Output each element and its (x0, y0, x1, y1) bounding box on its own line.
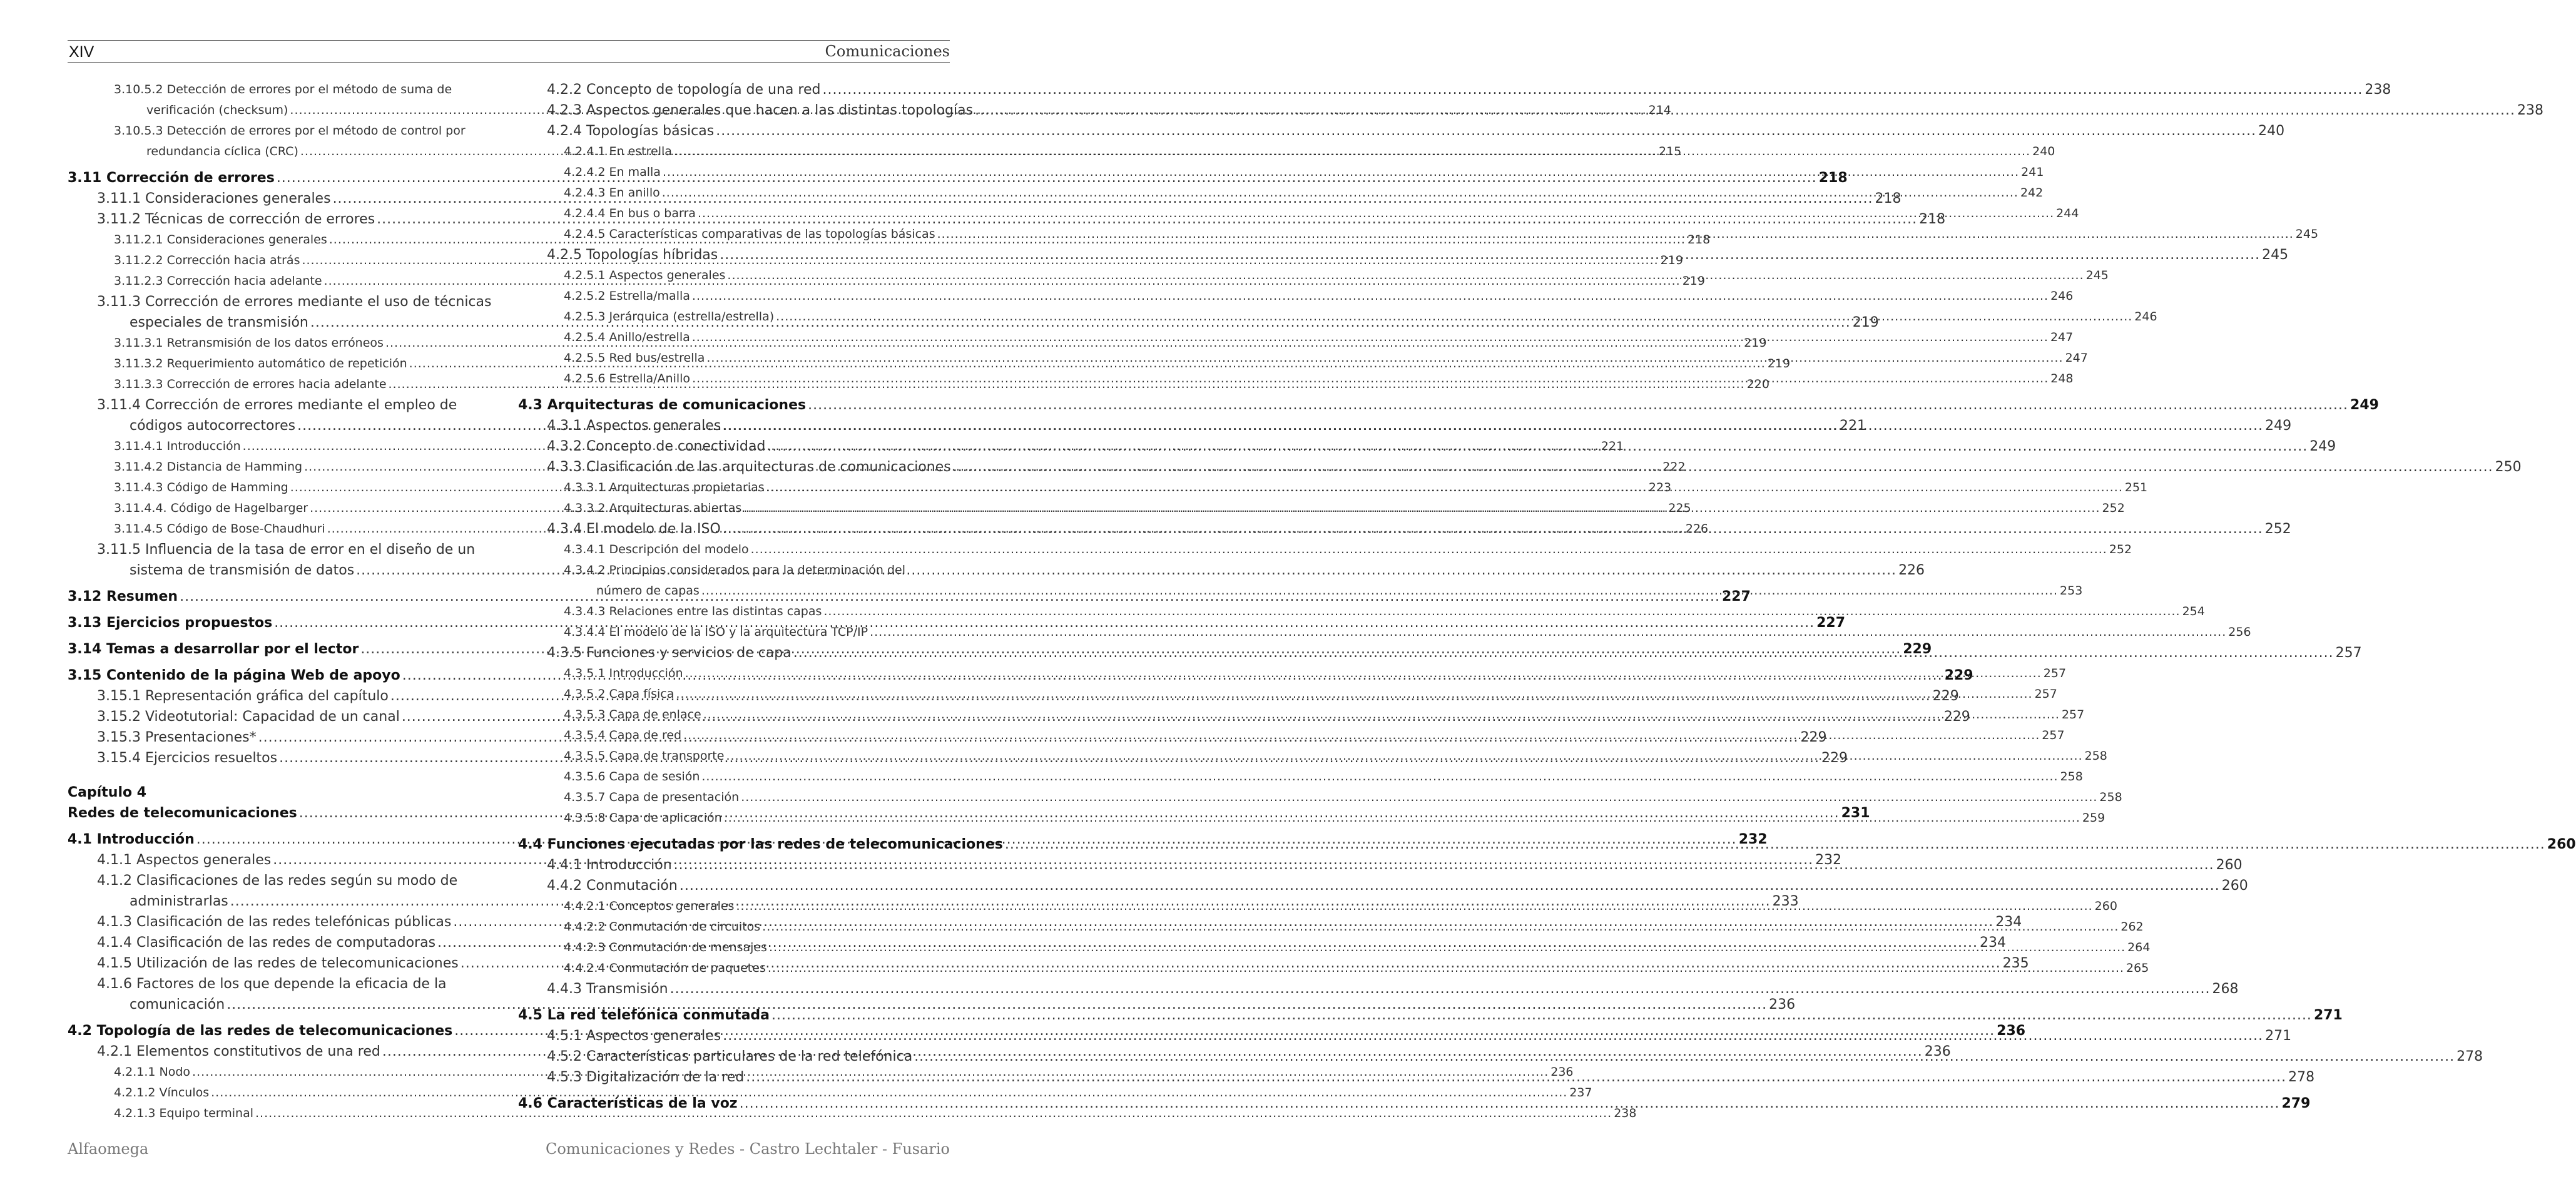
leader-dots (740, 1093, 2280, 1114)
toc-entry-title: 4.4.3 Transmisión (547, 981, 668, 997)
toc-entry-title: 4.1.1 Aspectos generales (97, 852, 272, 868)
leader-dots (670, 979, 2211, 999)
toc-page-number: 229 (1932, 688, 1959, 704)
toc-entry[interactable] (518, 875, 2248, 896)
leader-dots (766, 477, 2123, 498)
toc-entry-title: 4.2.4.4 En bus o barra (564, 207, 696, 220)
toc-entry-title: 3.10.5.2 Detección de errores por el método de suma de (114, 83, 452, 96)
toc-entry-title: 3.11.4.5 Código de Bose-Chaudhuri (114, 522, 325, 536)
toc-entry-title: 4.1.4 Clasificación de las redes de computadoras (97, 935, 436, 951)
leader-dots (692, 286, 2049, 307)
toc-entry-title: 4.2.2 Concepto de topología de una red (547, 82, 821, 98)
toc-page-number: 251 (2124, 481, 2148, 494)
leader-dots (676, 684, 2032, 705)
leader-dots (680, 875, 2220, 896)
leader-dots (736, 896, 2092, 917)
toc-page-number: 271 (2265, 1028, 2292, 1044)
toc-page-number: 259 (2082, 811, 2105, 825)
page-number: XIV (69, 43, 94, 61)
toc-entry-title: 4.3.4 El modelo de la ISO (547, 521, 721, 537)
toc-page-number: 240 (2258, 123, 2285, 139)
toc-page-number: 258 (2060, 770, 2083, 783)
leader-dots (698, 203, 2054, 224)
toc-entry[interactable] (518, 767, 2083, 787)
toc-page-number: 248 (2050, 372, 2074, 385)
toc-entry-title: 4.2.5.6 Estrella/Anillo (564, 372, 691, 385)
leader-dots (743, 498, 2100, 519)
toc-page-number: 260 (2094, 899, 2117, 913)
toc-page-number: 253 (2060, 584, 2083, 598)
toc-entry-title: 4.1.5 Utilización de las redes de telecomunicaciones (97, 956, 459, 971)
leader-dots (823, 601, 2180, 622)
toc-entry-title: 4.5 La red telefónica conmutada (518, 1008, 770, 1023)
toc-entry-title: 4.2.5.4 Anillo/estrella (564, 330, 690, 344)
toc-page-number: 246 (2050, 289, 2074, 303)
leader-dots (724, 808, 2080, 829)
toc-page-number: 229 (1903, 641, 1932, 657)
leader-dots (662, 183, 2019, 203)
toc-entry-title: 3.11.2.2 Corrección hacia atrás (114, 253, 300, 267)
leader-dots (726, 746, 2082, 767)
toc-page-number: 258 (2099, 790, 2122, 804)
toc-entry-title: 4.3.5.1 Introducción (564, 666, 683, 680)
leader-dots (822, 79, 2363, 100)
leader-dots (723, 416, 2263, 436)
toc-page-number: 219 (1660, 253, 1683, 267)
toc-entry-title: 4.1.3 Clasificación de las redes telefónicas públicas (97, 914, 452, 930)
toc-page-number: 246 (2134, 310, 2157, 324)
toc-entry-title: 3.10.5.3 Detección de errores por el método de control por (114, 124, 466, 138)
toc-entry-title-cont: comunicación (130, 997, 225, 1013)
leader-dots (762, 917, 2119, 937)
toc-page-number: 218 (1919, 212, 1946, 227)
toc-page-number: 249 (2309, 439, 2336, 454)
toc-entry-title: 3.15.1 Representación gráfica del capítulo (97, 688, 389, 704)
toc-entry[interactable] (518, 79, 2391, 100)
toc-entry-title: 4.3.3.1 Arquitecturas propietarias (564, 481, 765, 494)
toc-entry-title: 4.3.4.1 Descripción del modelo (564, 543, 749, 556)
toc-page-number: 218 (1818, 170, 1848, 186)
toc-page-number: 221 (1839, 418, 1866, 434)
leader-dots (767, 436, 2308, 457)
running-title: Comunicaciones (825, 43, 950, 60)
leader-dots (808, 395, 2348, 416)
toc-entry-title: 4.1.2 Clasificaciones de las redes según su modo de (97, 873, 458, 889)
toc-page-number: 264 (2127, 941, 2151, 954)
toc-page-number: 241 (2021, 165, 2044, 179)
toc-entry-title: 3.11.2 Técnicas de corrección de errores (97, 212, 375, 227)
toc-entry-title: 3.11.4 Corrección de errores mediante el empleo de (97, 397, 457, 413)
toc-entry-title: 4.2.4.1 En estrella (564, 145, 672, 158)
toc-entry-title: 3.15.4 Ejercicios resueltos (97, 750, 278, 766)
leader-dots (776, 307, 2132, 327)
toc-page-number: 271 (2313, 1008, 2343, 1023)
toc-entry-title: 3.11.4.3 Código de Hamming (114, 481, 288, 494)
leader-dots (937, 224, 2294, 245)
toc-entry-title-cont: verificación (checksum) (146, 103, 288, 117)
toc-page-number: 234 (1979, 935, 2006, 951)
toc-entry[interactable] (518, 539, 2132, 560)
toc-page-number: 249 (2350, 397, 2379, 413)
toc-page-number: 238 (2365, 82, 2391, 98)
toc-entry[interactable] (518, 395, 2379, 416)
toc-entry-title: 4.2.4 Topologías básicas (547, 123, 715, 139)
toc-page-number: 245 (2262, 247, 2289, 263)
toc-page-number: 260 (2216, 857, 2243, 873)
toc-page-number: 227 (1721, 589, 1751, 605)
toc-page-number: 236 (1997, 1023, 2026, 1039)
leader-dots (674, 141, 2030, 162)
toc-page-number: 252 (2102, 501, 2125, 515)
toc-entry-title: 3.11.4.4. Código de Hagelbarger (114, 501, 308, 515)
toc-entry-title-cont: administrarlas (130, 894, 228, 909)
toc-page-number: 219 (1767, 357, 1791, 370)
toc-page-number: 229 (1943, 709, 1970, 725)
toc-entry-title: 4.5.2 Características particulares de la red telefónica (547, 1049, 913, 1064)
toc-entry-title: 3.11.3 Corrección de errores mediante el uso de técnicas (97, 294, 492, 310)
leader-dots (674, 855, 2214, 875)
toc-entry-title: 4.3.2 Concepto de conectividad (547, 439, 766, 454)
footer-book-title: Comunicaciones y Redes - Castro Lechtaler - Fusario (545, 1140, 950, 1158)
toc-entry-title: 4.3.5.5 Capa de transporte (564, 749, 725, 763)
toc-page-number: 244 (2056, 207, 2079, 220)
toc-entry-title: 4.3.4.2 Principios considerados para la determinación del (564, 563, 905, 577)
leader-dots (975, 100, 2515, 121)
toc-entry[interactable] (518, 601, 2205, 622)
toc-page-number: 240 (2032, 145, 2055, 158)
toc-page-number: 268 (2212, 981, 2239, 997)
leader-dots (692, 327, 2049, 348)
toc-entry-title: 3.11.3.1 Retransmisión de los datos erróneos (114, 336, 384, 350)
toc-page-number: 254 (2182, 605, 2205, 618)
toc-entry-title: 3.13 Ejercicios propuestos (68, 615, 273, 631)
leader-dots (953, 457, 2493, 477)
toc-page-number: 229 (1800, 730, 1827, 745)
toc-page-number: 219 (1852, 315, 1879, 330)
toc-entry-title: 4.4.2.3 Conmutación de mensajes (564, 941, 767, 954)
toc-page-number: 258 (2084, 749, 2107, 763)
leader-dots (723, 1026, 2263, 1046)
toc-page-number: 245 (2295, 227, 2319, 241)
toc-entry-title: 4.3.5 Funciones y servicios de capa (547, 645, 792, 661)
toc-entry-title: 4.3.5.6 Capa de sesión (564, 770, 700, 783)
toc-entry-title: 4.2.1 Elementos constitutivos de una red (97, 1044, 380, 1059)
toc-page-number: 232 (1738, 832, 1768, 847)
toc-page-number: 236 (1924, 1044, 1951, 1059)
leader-dots (727, 265, 2084, 286)
toc-entry-title: 4.2.1.1 Nodo (114, 1065, 191, 1079)
toc-entry-title: 4.6 Características de la voz (518, 1096, 738, 1111)
toc-entry-title: 4.1.6 Factores de los que depende la eficacia de la (97, 976, 447, 992)
footer-publisher: Alfaomega (68, 1140, 149, 1158)
toc-page-number: 226 (1685, 522, 1709, 536)
toc-entry-title-cont: redundancia cíclica (CRC) (146, 145, 298, 158)
toc-page-number: 257 (2061, 708, 2085, 722)
toc-entry-title: 4.3.5.2 Capa física (564, 687, 675, 701)
leader-dots (914, 1046, 2455, 1067)
toc-page-number: 229 (1944, 668, 1973, 683)
leader-dots (683, 725, 2040, 746)
toc-entry-title: 4.3.5.3 Capa de enlace (564, 708, 701, 722)
toc-page-number: 249 (2265, 418, 2292, 434)
toc-entry-title: 3.11.4.1 Introducción (114, 439, 241, 453)
toc-entry[interactable] (518, 979, 2239, 999)
toc-page-number: 238 (2517, 103, 2543, 118)
leader-dots (720, 245, 2260, 265)
toc-entry-title: 4.4 Funciones ejecutadas por las redes de telecomunicaciones (518, 837, 1003, 852)
toc-entry-title: 4.3.3 Clasificación de las arquitecturas de comunicaciones (547, 459, 951, 475)
toc-page-number: 242 (2020, 186, 2044, 200)
chapter-heading: Capítulo 4 (68, 785, 147, 800)
toc-entry-title: 4.3.1 Aspectos generales (547, 418, 721, 434)
toc-page-number: 235 (2002, 956, 2029, 971)
toc-entry-title-cont: número de capas (596, 584, 700, 598)
toc-entry-title: 3.11.4.2 Distancia de Hamming (114, 460, 303, 474)
toc-page-number: 257 (2043, 666, 2067, 680)
toc-entry-title: 3.11.2.1 Consideraciones generales (114, 233, 327, 247)
toc-entry-title-cont: especiales de transmisión (130, 315, 308, 330)
toc-page-number: 257 (2335, 645, 2362, 661)
toc-entry-title: 4.3.5.8 Capa de aplicación (564, 811, 722, 825)
toc-page-number: 247 (2050, 330, 2074, 344)
leader-dots (692, 369, 2049, 389)
toc-page-number: 260 (2547, 837, 2576, 852)
toc-page-number: 218 (1875, 191, 1901, 207)
toc-entry[interactable] (518, 787, 2122, 808)
toc-page-number: 223 (1648, 481, 1672, 494)
toc-page-number: 278 (2288, 1069, 2315, 1085)
toc-page-number: 231 (1841, 805, 1870, 821)
toc-page-number: 222 (1662, 460, 1686, 474)
toc-page-number: 279 (2281, 1096, 2311, 1111)
toc-entry-title-cont: códigos autocorrectores (130, 418, 296, 434)
toc-page-number: 225 (1668, 501, 1691, 515)
toc-entry-title: 4.4.1 Introducción (547, 857, 672, 873)
toc-entry-title: 4.4.2.1 Conceptos generales (564, 899, 735, 913)
toc-page-number: 233 (1772, 894, 1799, 909)
toc-page-number: 236 (1550, 1065, 1574, 1079)
toc-entry-title: 4.2.3 Aspectos generales que hacen a las distintas topologías (547, 103, 974, 118)
leader-dots (741, 787, 2097, 808)
toc-entry-title: 3.11.3.3 Corrección de errores hacia adelante (114, 377, 387, 391)
toc-page-number: 221 (1601, 439, 1624, 453)
toc-entry-title: 3.11.2.3 Corrección hacia adelante (114, 274, 322, 288)
toc-entry-title: 4.4.2.4 Conmutación de paquetes (564, 961, 766, 975)
toc-page-number: 226 (1898, 563, 1925, 578)
toc-entry-title: 4.2.5 Topologías híbridas (547, 247, 718, 263)
toc-page-number: 219 (1744, 336, 1767, 350)
toc-entry[interactable] (68, 1083, 1592, 1103)
leader-dots (771, 1005, 2312, 1026)
toc-page-number: 219 (1682, 274, 1705, 288)
toc-entry-title: 4.2.5.5 Red bus/estrella (564, 351, 705, 365)
toc-entry-title-cont: sistema de transmisión de datos (130, 563, 355, 578)
leader-dots (746, 1067, 2286, 1088)
toc-entry-title: 4.2.4.2 En malla (564, 165, 661, 179)
toc-entry-title: 4.2.5.3 Jerárquica (estrella/estrella) (564, 310, 775, 324)
toc-entry-title: 4.4.2.2 Conmutación de circuitos (564, 920, 761, 934)
toc-entry[interactable] (518, 286, 2074, 307)
leader-dots (1005, 834, 2545, 855)
toc-page-number: 214 (1648, 103, 1671, 117)
toc-page-number: 215 (1659, 145, 1682, 158)
toc-page-number: 245 (2085, 268, 2109, 282)
leader-dots (685, 663, 2042, 684)
toc-entry-title: 4.3.5.7 Capa de presentación (564, 790, 740, 804)
leader-dots (723, 519, 2263, 539)
leader-dots (751, 539, 2107, 560)
toc-entry-title: 4.3.5.4 Capa de red (564, 728, 682, 742)
toc-entry-title: 4.2.4.5 Características comparativas de las topologías básicas (564, 227, 935, 241)
toc-entry-title: 3.15 Contenido de la página Web de apoyo (68, 668, 400, 683)
leader-dots (768, 958, 2124, 979)
toc-page-number: 238 (1614, 1106, 1637, 1120)
toc-entry-title: 4.2.1.3 Equipo terminal (114, 1106, 253, 1120)
toc-page-number: 252 (2264, 521, 2291, 537)
toc-page-number: 237 (1569, 1086, 1592, 1100)
toc-entry-title: 3.15.3 Presentaciones* (97, 730, 257, 745)
toc-page-number: 265 (2126, 961, 2149, 975)
toc-entry-title: 3.11 Corrección de errores (68, 170, 275, 186)
toc-page-number: 257 (2042, 728, 2065, 742)
toc-entry-title: 4.4.2 Conmutación (547, 878, 678, 894)
leader-dots (793, 643, 2334, 663)
toc-page-number: 256 (2228, 625, 2251, 639)
toc-page-number: 232 (1815, 852, 1842, 868)
toc-page-number: 262 (2120, 920, 2144, 934)
leader-dots (716, 121, 2256, 141)
toc-entry-title: 4.1 Introducción (68, 832, 195, 847)
toc-entry-title: 4.3.4.3 Relaciones entre las distintas capas (564, 605, 822, 618)
toc-entry-title: 4.2.5.2 Estrella/malla (564, 289, 690, 303)
toc-page-number: 218 (1687, 233, 1711, 247)
toc-entry-title: 4.2.5.1 Aspectos generales (564, 268, 726, 282)
toc-entry-title: 3.12 Resumen (68, 589, 178, 605)
toc-entry-title: Redes de telecomunicaciones (68, 805, 297, 821)
toc-entry-title: 3.11.5 Influencia de la tasa de error en el diseño de un (97, 542, 476, 558)
toc-entry-title: 3.15.2 Videotutorial: Capacidad de un canal (97, 709, 400, 725)
toc-entry-title: 4.5.1 Aspectos generales (547, 1028, 721, 1044)
toc-page-number: 250 (2495, 459, 2522, 475)
leader-dots (701, 581, 2058, 601)
leader-dots (663, 162, 2019, 183)
toc-page-number: 252 (2109, 543, 2132, 556)
running-header (68, 40, 950, 63)
leader-dots (703, 705, 2060, 725)
toc-entry-title: 3.14 Temas a desarrollar por el lector (68, 641, 359, 657)
toc-page-number: 236 (1769, 997, 1796, 1013)
toc-page-number: 227 (1816, 615, 1846, 631)
toc-entry-title: 4.2.4.3 En anillo (564, 186, 660, 200)
toc-entry[interactable] (518, 121, 2285, 141)
leader-dots (769, 937, 2125, 958)
toc-entry-title: 4.3.3.2 Arquitecturas abiertas (564, 501, 742, 515)
leader-dots (870, 622, 2226, 643)
toc-page-number: 278 (2456, 1049, 2483, 1064)
toc-entry-title: 4.5.3 Digitalización de la red (547, 1069, 745, 1085)
toc-entry-title: 4.2.1.2 Vínculos (114, 1086, 210, 1100)
toc-entry-title: 4.2 Topología de las redes de telecomunicaciones (68, 1023, 453, 1039)
toc-page-number: 260 (2221, 878, 2248, 894)
toc-page-number: 247 (2065, 351, 2088, 365)
leader-dots (706, 348, 2063, 369)
toc-entry-title: 3.11.3.2 Requerimiento automático de repetición (114, 357, 407, 370)
toc-entry-title: 4.3.4.4 El modelo de la ISO y la arquitectura TCP/IP (564, 625, 868, 639)
toc-page-number: 220 (1746, 377, 1769, 391)
toc-page-number: 229 (1821, 750, 1848, 766)
toc-page-number: 257 (2034, 687, 2057, 701)
toc-page-number: 234 (1995, 914, 2022, 930)
leader-dots (701, 767, 2058, 787)
toc-entry-title: 3.11.1 Consideraciones generales (97, 191, 331, 207)
toc-entry-title: 4.3 Arquitecturas de comunicaciones (518, 397, 807, 413)
